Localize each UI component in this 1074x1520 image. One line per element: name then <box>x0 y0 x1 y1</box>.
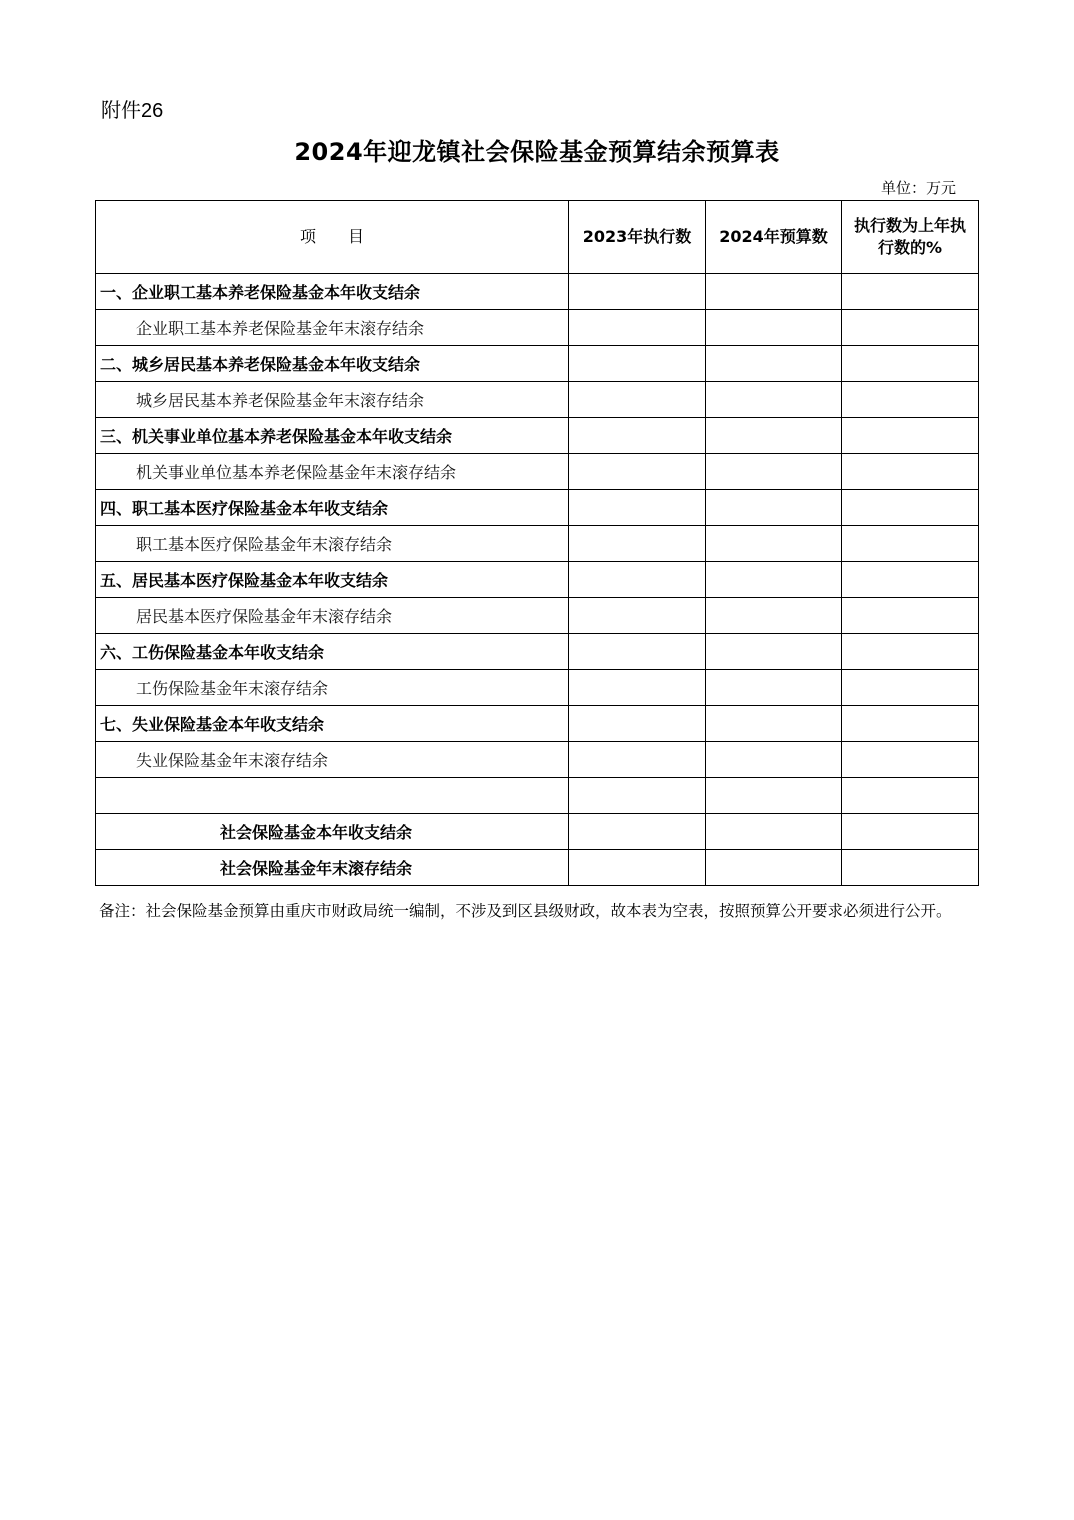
cell-2024 <box>706 454 842 490</box>
cell-2023 <box>569 742 706 778</box>
cell-ratio <box>842 526 979 562</box>
cell-ratio <box>842 490 979 526</box>
cell-2023 <box>569 598 706 634</box>
cell-ratio <box>842 670 979 706</box>
header-2024-budget: 2024年预算数 <box>706 201 842 274</box>
cell-2024 <box>706 598 842 634</box>
cell-2024 <box>706 310 842 346</box>
cell-2023 <box>569 670 706 706</box>
row-label: 职工基本医疗保险基金年末滚存结余 <box>96 526 569 562</box>
cell-ratio <box>842 598 979 634</box>
row-label: 社会保险基金本年收支结余 <box>96 814 569 850</box>
cell-2024 <box>706 814 842 850</box>
row-label: 居民基本医疗保险基金年末滚存结余 <box>96 598 569 634</box>
cell-ratio <box>842 634 979 670</box>
cell-2023 <box>569 526 706 562</box>
header-ratio-label: 执行数为上年执行数的% <box>853 216 966 257</box>
cell-2024 <box>706 562 842 598</box>
cell-2023 <box>569 706 706 742</box>
row-label: 失业保险基金年末滚存结余 <box>96 742 569 778</box>
cell-ratio <box>842 742 979 778</box>
row-label: 四、职工基本医疗保险基金本年收支结余 <box>96 490 569 526</box>
footnote: 备注：社会保险基金预算由重庆市财政局统一编制，不涉及到区县级财政，故本表为空表，按照预算公开要求必须进行公开。 <box>99 902 952 920</box>
table-row <box>96 670 979 706</box>
cell-ratio <box>842 346 979 382</box>
cell-2023 <box>569 310 706 346</box>
table-row <box>96 706 979 742</box>
cell-2024 <box>706 670 842 706</box>
table-row <box>96 598 979 634</box>
cell-2023 <box>569 850 706 886</box>
header-ratio <box>842 201 979 274</box>
page-title: 2024年迎龙镇社会保险基金预算结余预算表 <box>294 138 780 166</box>
row-label: 三、机关事业单位基本养老保险基金本年收支结余 <box>96 418 569 454</box>
cell-ratio <box>842 382 979 418</box>
cell-2023 <box>569 562 706 598</box>
table-header-row <box>96 201 979 274</box>
cell-2024 <box>706 418 842 454</box>
cell-ratio <box>842 850 979 886</box>
table-row <box>96 490 979 526</box>
cell-2024 <box>706 850 842 886</box>
cell-2023 <box>569 418 706 454</box>
table-row <box>96 634 979 670</box>
row-label: 企业职工基本养老保险基金年末滚存结余 <box>96 310 569 346</box>
row-label: 一、企业职工基本养老保险基金本年收支结余 <box>96 274 569 310</box>
row-label: 五、居民基本医疗保险基金本年收支结余 <box>96 562 569 598</box>
row-label: 工伤保险基金年末滚存结余 <box>96 670 569 706</box>
cell-ratio <box>842 418 979 454</box>
row-label: 机关事业单位基本养老保险基金年末滚存结余 <box>96 454 569 490</box>
cell-2023 <box>569 274 706 310</box>
cell-2024 <box>706 274 842 310</box>
cell-2023 <box>569 778 706 814</box>
cell-2024 <box>706 742 842 778</box>
table-row-blank <box>96 778 979 814</box>
attachment-label: 附件26 <box>101 100 164 122</box>
table-row-total <box>96 850 979 886</box>
row-label <box>96 778 569 814</box>
table-row <box>96 382 979 418</box>
row-label: 六、工伤保险基金本年收支结余 <box>96 634 569 670</box>
row-label: 城乡居民基本养老保险基金年末滚存结余 <box>96 382 569 418</box>
cell-2023 <box>569 634 706 670</box>
cell-ratio <box>842 454 979 490</box>
cell-ratio <box>842 706 979 742</box>
header-item: 项 目 <box>96 201 569 274</box>
table-row <box>96 274 979 310</box>
row-label: 社会保险基金年末滚存结余 <box>96 850 569 886</box>
unit-label: 单位：万元 <box>880 179 956 197</box>
cell-2024 <box>706 634 842 670</box>
cell-2023 <box>569 814 706 850</box>
table-row <box>96 310 979 346</box>
cell-2023 <box>569 454 706 490</box>
table-row <box>96 742 979 778</box>
table-row <box>96 346 979 382</box>
cell-2023 <box>569 382 706 418</box>
budget-table <box>95 200 979 886</box>
table-row <box>96 562 979 598</box>
cell-2023 <box>569 490 706 526</box>
cell-2024 <box>706 382 842 418</box>
cell-ratio <box>842 310 979 346</box>
table-row <box>96 526 979 562</box>
table-row-total <box>96 814 979 850</box>
cell-ratio <box>842 778 979 814</box>
cell-2024 <box>706 346 842 382</box>
cell-ratio <box>842 562 979 598</box>
cell-ratio <box>842 814 979 850</box>
cell-2024 <box>706 706 842 742</box>
row-label: 二、城乡居民基本养老保险基金本年收支结余 <box>96 346 569 382</box>
cell-ratio <box>842 274 979 310</box>
cell-2023 <box>569 346 706 382</box>
table-row <box>96 418 979 454</box>
table-row <box>96 454 979 490</box>
row-label: 七、失业保险基金本年收支结余 <box>96 706 569 742</box>
cell-2024 <box>706 778 842 814</box>
header-2023-actual: 2023年执行数 <box>569 201 706 274</box>
cell-2024 <box>706 526 842 562</box>
cell-2024 <box>706 490 842 526</box>
